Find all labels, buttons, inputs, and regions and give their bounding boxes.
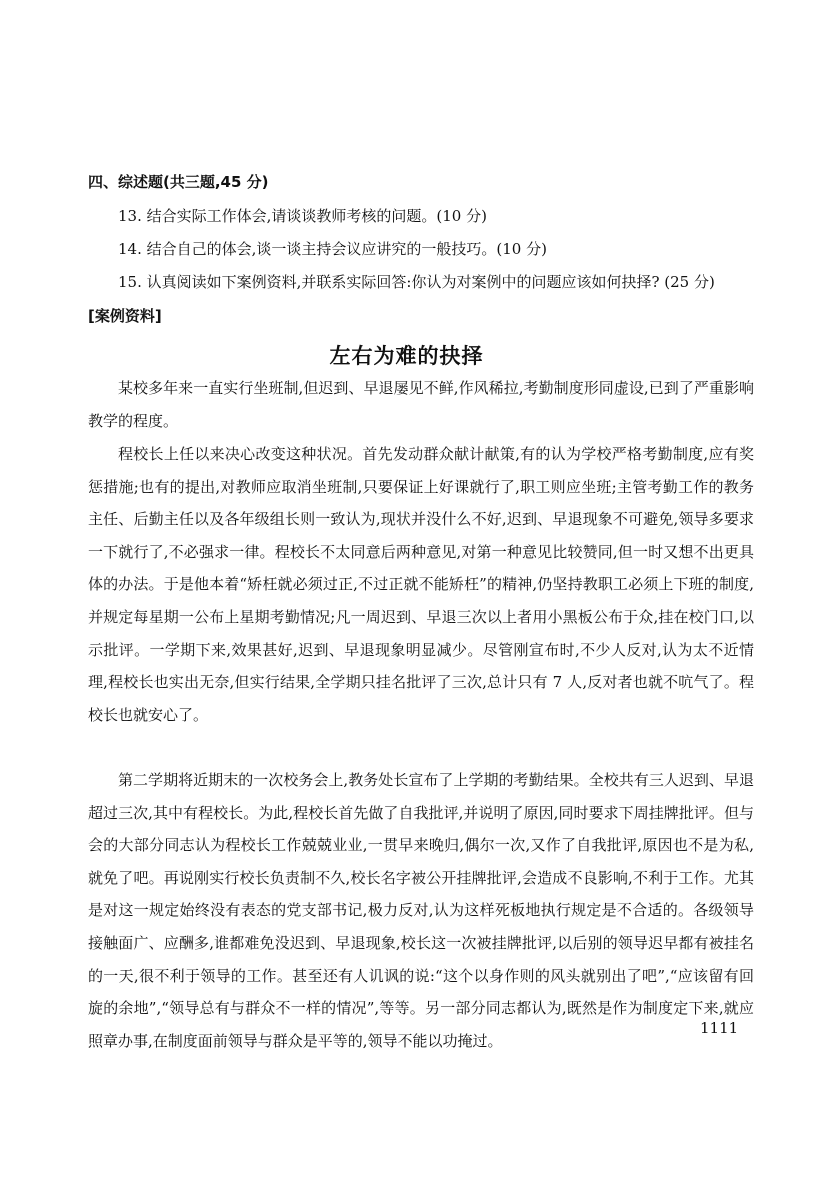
case-title: 左右为难的抉择 — [329, 344, 484, 368]
case-paragraph-1: 某校多年来一直实行坐班制,但迟到、早退屡见不鲜,作风稀拉,考勤制度形同虚设,已到了严重影响教学的程度。 — [88, 379, 754, 430]
section-heading: 四、综述题(共三题,45 分) — [88, 173, 269, 191]
question-14: 14. 结合自己的体会,谈一谈主持会议应讲究的一般技巧。(10 分) — [118, 240, 547, 258]
case-paragraph-3: 第二学期将近期末的一次校务会上,教务处长宣布了上学期的考勤结果。全校共有三人迟到、早退超过三次,其中有程校长。为此,程校长首先做了自我批评,并说明了原因,同时要求下周挂牌批评。但与会的大部分同志认为程校长工作兢兢业业,一贯早来晚归,偶尔一次,又作了自我批评,原因也不是为私,就免了吧。再说刚实行校长负责制不久,校长名字被公开挂牌批评,会造成不良影响,不利于工作。尤其是对这一规定始终没有表态的党支部书记,极力反对,认为这样死板地执行规定是不合适的。各级领导接触面广、应酬多,谁都难免没迟到、早退现象,校长这一次被挂牌批评,以后别的领导迟早都有被挂名的一天,很不利于领导的工作。甚至还有人讥讽的说:“这个以身作则的风头就别出了吧”,“应该留有回旋的余地”,“领导总有与群众不一样的情况”,等等。另一部分同志都认为,既然是作为制度定下来,就应照章办事,在制度面前领导与群众是平等的,领导不能以功掩过。 — [88, 771, 754, 1050]
question-15: 15. 认真阅读如下案例资料,并联系实际回答:你认为对案例中的问题应该如何抉择? (25 分) — [118, 273, 715, 291]
case-paragraph-2: 程校长上任以来决心改变这种状况。首先发动群众献计献策,有的认为学校严格考勤制度,应有奖惩措施;也有的提出,对教师应取消坐班制,只要保证上好课就行了,职工则应坐班;主管考勤工作的教务主任、后勤主任以及各年级组长则一致认为,现状并没什么不好,迟到、早退现象不可避免,领导多要求一下就行了,不必强求一律。程校长不太同意后两种意见,对第一种意见比较赞同,但一时又想不出更具体的办法。于是他本着“矫枉就必须过正,不过正就不能矫枉”的精神,仍坚持教职工必须上下班的制度,并规定每星期一公布上星期考勤情况;凡一周迟到、早退三次以上者用小黑板公布于众,挂在校门口,以示批评。一学期下来,效果甚好,迟到、早退现象明显减少。尽管刚宣布时,不少人反对,认为太不近情理,程校长也实出无奈,但实行结果,全学期只挂名批评了三次,总计只有 7 人,反对者也就不吭气了。程校长也就安心了。 — [88, 445, 754, 724]
case-label: [案例资料] — [88, 307, 162, 325]
question-13: 13. 结合实际工作体会,请谈谈教师考核的问题。(10 分) — [118, 207, 487, 225]
page-number: 1111 — [700, 1019, 739, 1037]
